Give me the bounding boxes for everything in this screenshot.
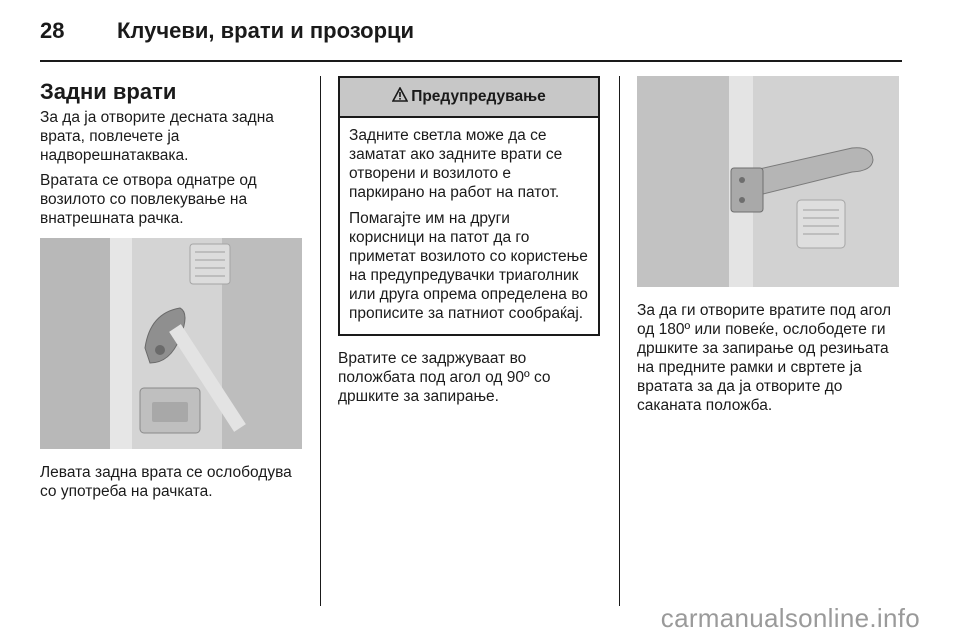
column-divider-1 — [320, 76, 321, 606]
paragraph-inner-handle: Вратата се отвора однатре од возилото со повлекување на внатрешната рачка. — [40, 172, 257, 227]
door-handle-photo — [40, 238, 302, 449]
paragraph-right-door: За да ја отворите десната задна врата, повлечете ја надворешнатаквака. — [40, 109, 274, 164]
page-number: 28 — [40, 18, 65, 43]
watermark: carmanualsonline.info — [660, 603, 920, 633]
column-3 — [637, 76, 901, 421]
warning-body — [340, 118, 598, 334]
column-1 — [40, 78, 304, 507]
warning-header — [340, 78, 598, 118]
page-header-title: Клучеви, врати и прозорци — [117, 18, 415, 43]
door-hold-paragraph: Вратите се задржуваат во положбата под агол од 90º со дршките за запирање. — [338, 350, 551, 405]
warning-title: Предупредување — [411, 88, 546, 105]
column-divider-2 — [619, 76, 620, 606]
warning-triangle-icon — [392, 87, 408, 107]
column-2 — [338, 76, 602, 412]
warning-paragraph-2: Помагајте им на други корисници на патот да го приметат возилото со користење на предупредувачки триаголник или друга опрема определена во прописите за патниот сообраќај. — [349, 210, 588, 322]
door-release-paragraph: За да ги отворите вратите под агол од 180º или повеќе, ослободете ги дршките за запирање од резињата на предните рамки и свртете ја вратата за да ја отворите до саканата положба. — [637, 302, 892, 414]
warning-paragraph-1: Задните светла може да се заматат ако задните врати се отворени и возилото е паркирано на работ на патот. — [349, 127, 563, 201]
warning-box — [338, 76, 600, 336]
photo-caption: Левата задна врата се ослободува со употреба на рачката. — [40, 464, 292, 500]
door-check-strap-photo — [637, 76, 899, 287]
header-divider — [40, 60, 902, 62]
section-title: Задни врати — [40, 79, 177, 104]
